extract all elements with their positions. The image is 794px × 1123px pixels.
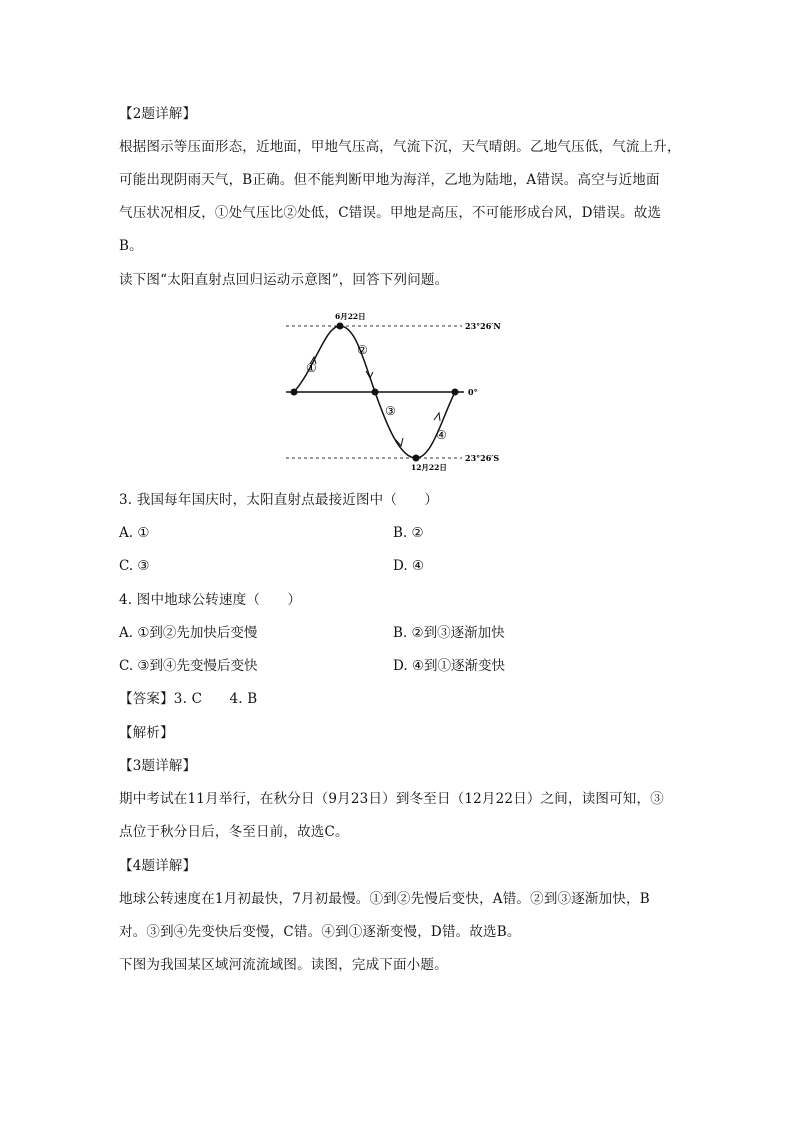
q2-detail-header: 【2题详解】 xyxy=(119,106,197,122)
marker-4: ④ xyxy=(436,428,447,442)
q3-option-b[interactable]: B. ② xyxy=(393,525,424,541)
q3-option-d[interactable]: D. ④ xyxy=(393,558,425,574)
point-march xyxy=(291,389,298,396)
label-tropic-cancer: 23°26′N xyxy=(465,321,501,331)
q3-option-a[interactable]: A. ① xyxy=(119,525,150,541)
arrow-marker-4 xyxy=(434,413,440,421)
q4-option-b[interactable]: B. ②到③逐渐加快 xyxy=(393,625,505,641)
label-equator: 0° xyxy=(468,387,478,397)
q2-detail-line-1: 根据图示等压面形态，近地面，甲地气压高，气流下沉，天气晴朗。乙地气压低，气流上升， xyxy=(119,139,681,155)
q3-option-c[interactable]: C. ③ xyxy=(119,558,150,574)
q4-option-c[interactable]: C. ③到④先变慢后变快 xyxy=(119,658,258,674)
q3-detail-header: 【3题详解】 xyxy=(119,758,197,774)
q2-detail-line-3: 气压状况相反，①处气压比②处低，C错误。甲地是高压，不可能形成台风，D错误。故选 xyxy=(119,205,662,221)
q2-detail-line-4: B。 xyxy=(119,238,143,254)
arrow-marker-3 xyxy=(396,438,403,446)
next-question-intro: 下图为我国某区域河流流域图。读图，完成下面小题。 xyxy=(119,957,448,973)
q3-stem: 3. 我国每年国庆时，太阳直射点最接近图中（ ） xyxy=(119,492,439,508)
q4-detail-line-2: 对。③到④先变快后变慢，C错。④到①逐渐变慢，D错。故选B。 xyxy=(119,924,521,940)
marker-1: ① xyxy=(306,361,317,375)
q3-detail-line-2: 点位于秋分日后，冬至日前，故选C。 xyxy=(119,824,349,840)
point-september xyxy=(372,389,379,396)
label-june-solstice: 6月22日 xyxy=(335,312,366,321)
q2-detail-line-2: 可能出现阴雨天气，B正确。但不能判断甲地为海洋，乙地为陆地，A错误。高空与近地面 xyxy=(119,172,660,188)
q4-detail-line-1: 地球公转速度在1月初最快，7月初最慢。①到②先慢后变快，A错。②到③逐渐加快，B xyxy=(119,891,650,907)
answer-line: 【答案】3. C 4. B xyxy=(119,691,258,707)
label-december-solstice: 12月22日 xyxy=(411,463,447,472)
q4-stem: 4. 图中地球公转速度（ ） xyxy=(119,592,302,608)
marker-2: ② xyxy=(357,343,368,357)
q3-detail-line-1: 期中考试在11月举行，在秋分日（9月23日）到冬至日（12月22日）之间，读图可知，③ xyxy=(119,791,664,807)
marker-3: ③ xyxy=(385,404,396,418)
point-december xyxy=(413,455,420,462)
q4-option-d[interactable]: D. ④到①逐渐变快 xyxy=(393,658,506,674)
label-tropic-capricorn: 23°26′S xyxy=(465,453,500,463)
point-next-march xyxy=(452,389,459,396)
q4-detail-header: 【4题详解】 xyxy=(119,858,197,874)
point-june xyxy=(337,323,344,330)
analysis-header: 【解析】 xyxy=(119,725,174,741)
q4-option-a[interactable]: A. ①到②先加快后变慢 xyxy=(119,625,258,641)
diagram-intro: 读下图“太阳直射点回归运动示意图”，回答下列问题。 xyxy=(119,272,449,288)
sun-direct-point-diagram xyxy=(280,308,520,478)
